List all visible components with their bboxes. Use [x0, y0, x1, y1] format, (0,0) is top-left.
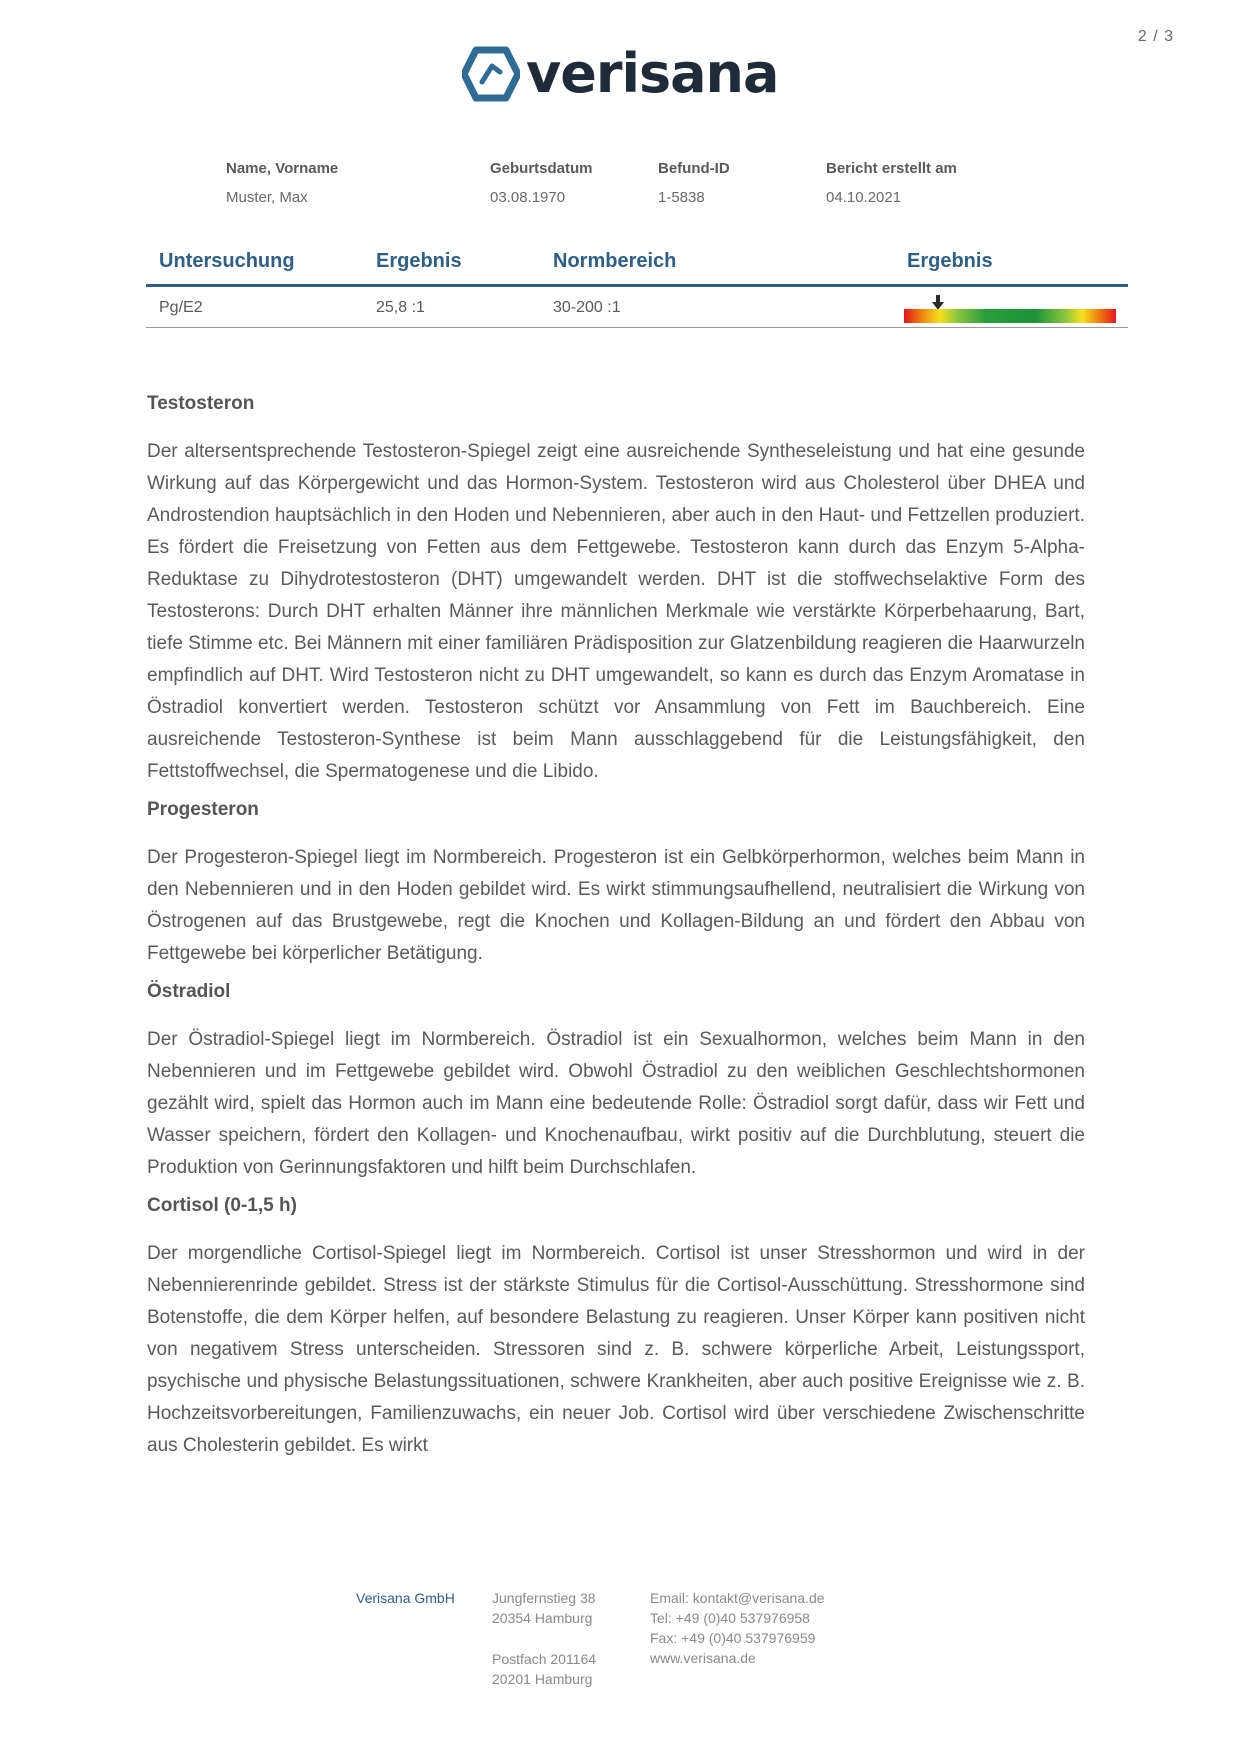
postbox-line: 20201 Hamburg: [492, 1671, 593, 1687]
section-testosteron: [147, 392, 1085, 788]
footer-website: www.verisana.de: [650, 1650, 756, 1666]
footer-fax: Fax: +49 (0)40 537976959: [650, 1630, 816, 1646]
footer-address: [492, 1588, 596, 1628]
name-label: Name, Vorname: [226, 160, 339, 177]
footer-company: Verisana GmbH: [356, 1590, 455, 1606]
section-text: Der morgendliche Cortisol-Spiegel liegt im Normbereich. Cortisol ist unser Stresshormon und wird in der Nebennierenrinde gebildet. Stress ist der stärkste Stimulus für die Cortisol-Ausschüttung. Stresshormone sind Botenstoffe, die dem Körper helfen, auf besondere Belastung zu reagieren. Unser Körper kann positiven nicht von negativem Stress unterscheiden. Stressoren sind z. B. schwere körperliche Arbeit, Leistungssport, psychische und physische Belastungssituationen, schwere Krankheiten, aber auch positive Ereignisse wie z. B. Hochzeitsvorbereitungen, Familienzuwachs, ein neuer Job. Cortisol wird über verschiedene Zwischenschritte aus Cholesterin gebildet. Es wirkt: [147, 1243, 1085, 1456]
section-title: Progesteron: [147, 799, 259, 820]
section-progesteron: [147, 798, 1085, 970]
section-text: Der Progesteron-Spiegel liegt im Normbereich. Progesteron ist ein Gelbkörperhormon, welches beim Mann in den Nebennieren und in den Hoden gebildet wird. Es wirkt stimmungsaufhellend, neutralisiert die Wirkung von Östrogenen auf das Brustgewebe, regt die Knochen und Kollagen-Bildung an und fördert den Abbau von Fettgewebe bei körperlicher Betätigung.: [147, 847, 1085, 964]
section-title: Östradiol: [147, 981, 231, 1002]
report-date-label: Bericht erstellt am: [826, 160, 957, 177]
logo-text: verisana: [526, 42, 779, 105]
verisana-logo: [462, 42, 779, 105]
header-graphic: Ergebnis: [907, 250, 993, 272]
patient-dob: [490, 160, 593, 206]
id-value: 1-5838: [658, 189, 705, 206]
page-footer: [356, 1588, 916, 1698]
row-range: 30-200 :1: [553, 299, 621, 316]
section-title: Testosteron: [147, 393, 255, 414]
dob-label: Geburtsdatum: [490, 160, 593, 177]
results-header-row: [146, 244, 1128, 287]
row-test: Pg/E2: [159, 299, 203, 316]
header-result: Ergebnis: [376, 250, 462, 272]
address-line: 20354 Hamburg: [492, 1610, 593, 1626]
report-content: [147, 392, 1085, 1472]
footer-email: Email: kontakt@verisana.de: [650, 1590, 825, 1606]
page-number: 2 / 3: [1137, 28, 1174, 45]
dob-value: 03.08.1970: [490, 189, 566, 206]
results-table: [146, 244, 1128, 328]
section-cortisol: [147, 1194, 1085, 1462]
report-date-value: 04.10.2021: [826, 189, 902, 206]
section-text: Der Östradiol-Spiegel liegt im Normbereich. Östradiol ist ein Sexualhormon, welches beim Mann in den Nebennieren und im Fettgewebe gebildet wird. Obwohl Östradiol zu den weiblichen Geschlechtshormonen gezählt wird, spielt das Hormon auch im Mann eine bedeutende Rolle: Östradiol sorgt dafür, dass wir Fett und Wasser speichern, fördert den Kollagen- und Knochenaufbau, wirkt positiv auf die Durchblutung, steuert die Produktion von Gerinnungsfaktoren und hilft beim Durchschlafen.: [147, 1029, 1085, 1178]
address-line: Jungfernstieg 38: [492, 1590, 596, 1606]
result-gauge: [904, 287, 1116, 327]
header-range: Normbereich: [553, 250, 677, 272]
gauge-bar: [904, 309, 1116, 323]
row-result: 25,8 :1: [376, 299, 425, 316]
patient-info: [226, 160, 1046, 220]
postbox-line: Postfach 201164: [492, 1651, 597, 1667]
header-test: Untersuchung: [159, 250, 295, 272]
name-value: Muster, Max: [226, 189, 308, 206]
section-text: Der altersentsprechende Testosteron-Spiegel zeigt eine ausreichende Syntheseleistung und hat eine gesunde Wirkung auf das Körpergewicht und das Hormon-System. Testosteron wird aus Cholesterol über DHEA und Androstendion hauptsächlich in den Hoden und Nebennieren, aber auch in den Haut- und Fettzellen produziert. Es fördert die Freisetzung von Fetten aus dem Fettgewebe. Testosteron kann durch das Enzym 5-Alpha-Reduktase zu Dihydrotestosteron (DHT) umgewandelt werden. DHT ist die stoffwechselaktive Form des Testosterons: Durch DHT erhalten Männer ihre männlichen Merkmale wie verstärkte Körperbehaarung, Bart, tiefe Stimme etc. Bei Männern mit einer familiären Prädisposition zur Glatzenbildung reagieren die Haarwurzeln empfindlich auf DHT. Wird Testosteron nicht zu DHT umgewandelt, so kann es durch das Enzym Aromatase in Östradiol konvertiert werden. Testosteron schützt vor Ansammlung von Fett im Bauchbereich. Eine ausreichende Testosteron-Synthese ist beim Mann ausschlaggebend für die Leistungsfähigkeit, den Fettstoffwechsel, die Spermatogenese und die Libido.: [147, 441, 1085, 782]
footer-postbox: [492, 1649, 596, 1689]
report-date: [826, 160, 957, 206]
patient-name: [226, 160, 338, 206]
footer-phone: Tel: +49 (0)40 537976958: [650, 1610, 810, 1626]
section-title: Cortisol (0-1,5 h): [147, 1195, 297, 1216]
section-oestradiol: [147, 980, 1085, 1184]
footer-contact: [650, 1588, 825, 1668]
report-id: [658, 160, 730, 206]
table-row: [146, 287, 1128, 328]
id-label: Befund-ID: [658, 160, 730, 177]
verisana-hexagon-icon: [462, 46, 520, 102]
